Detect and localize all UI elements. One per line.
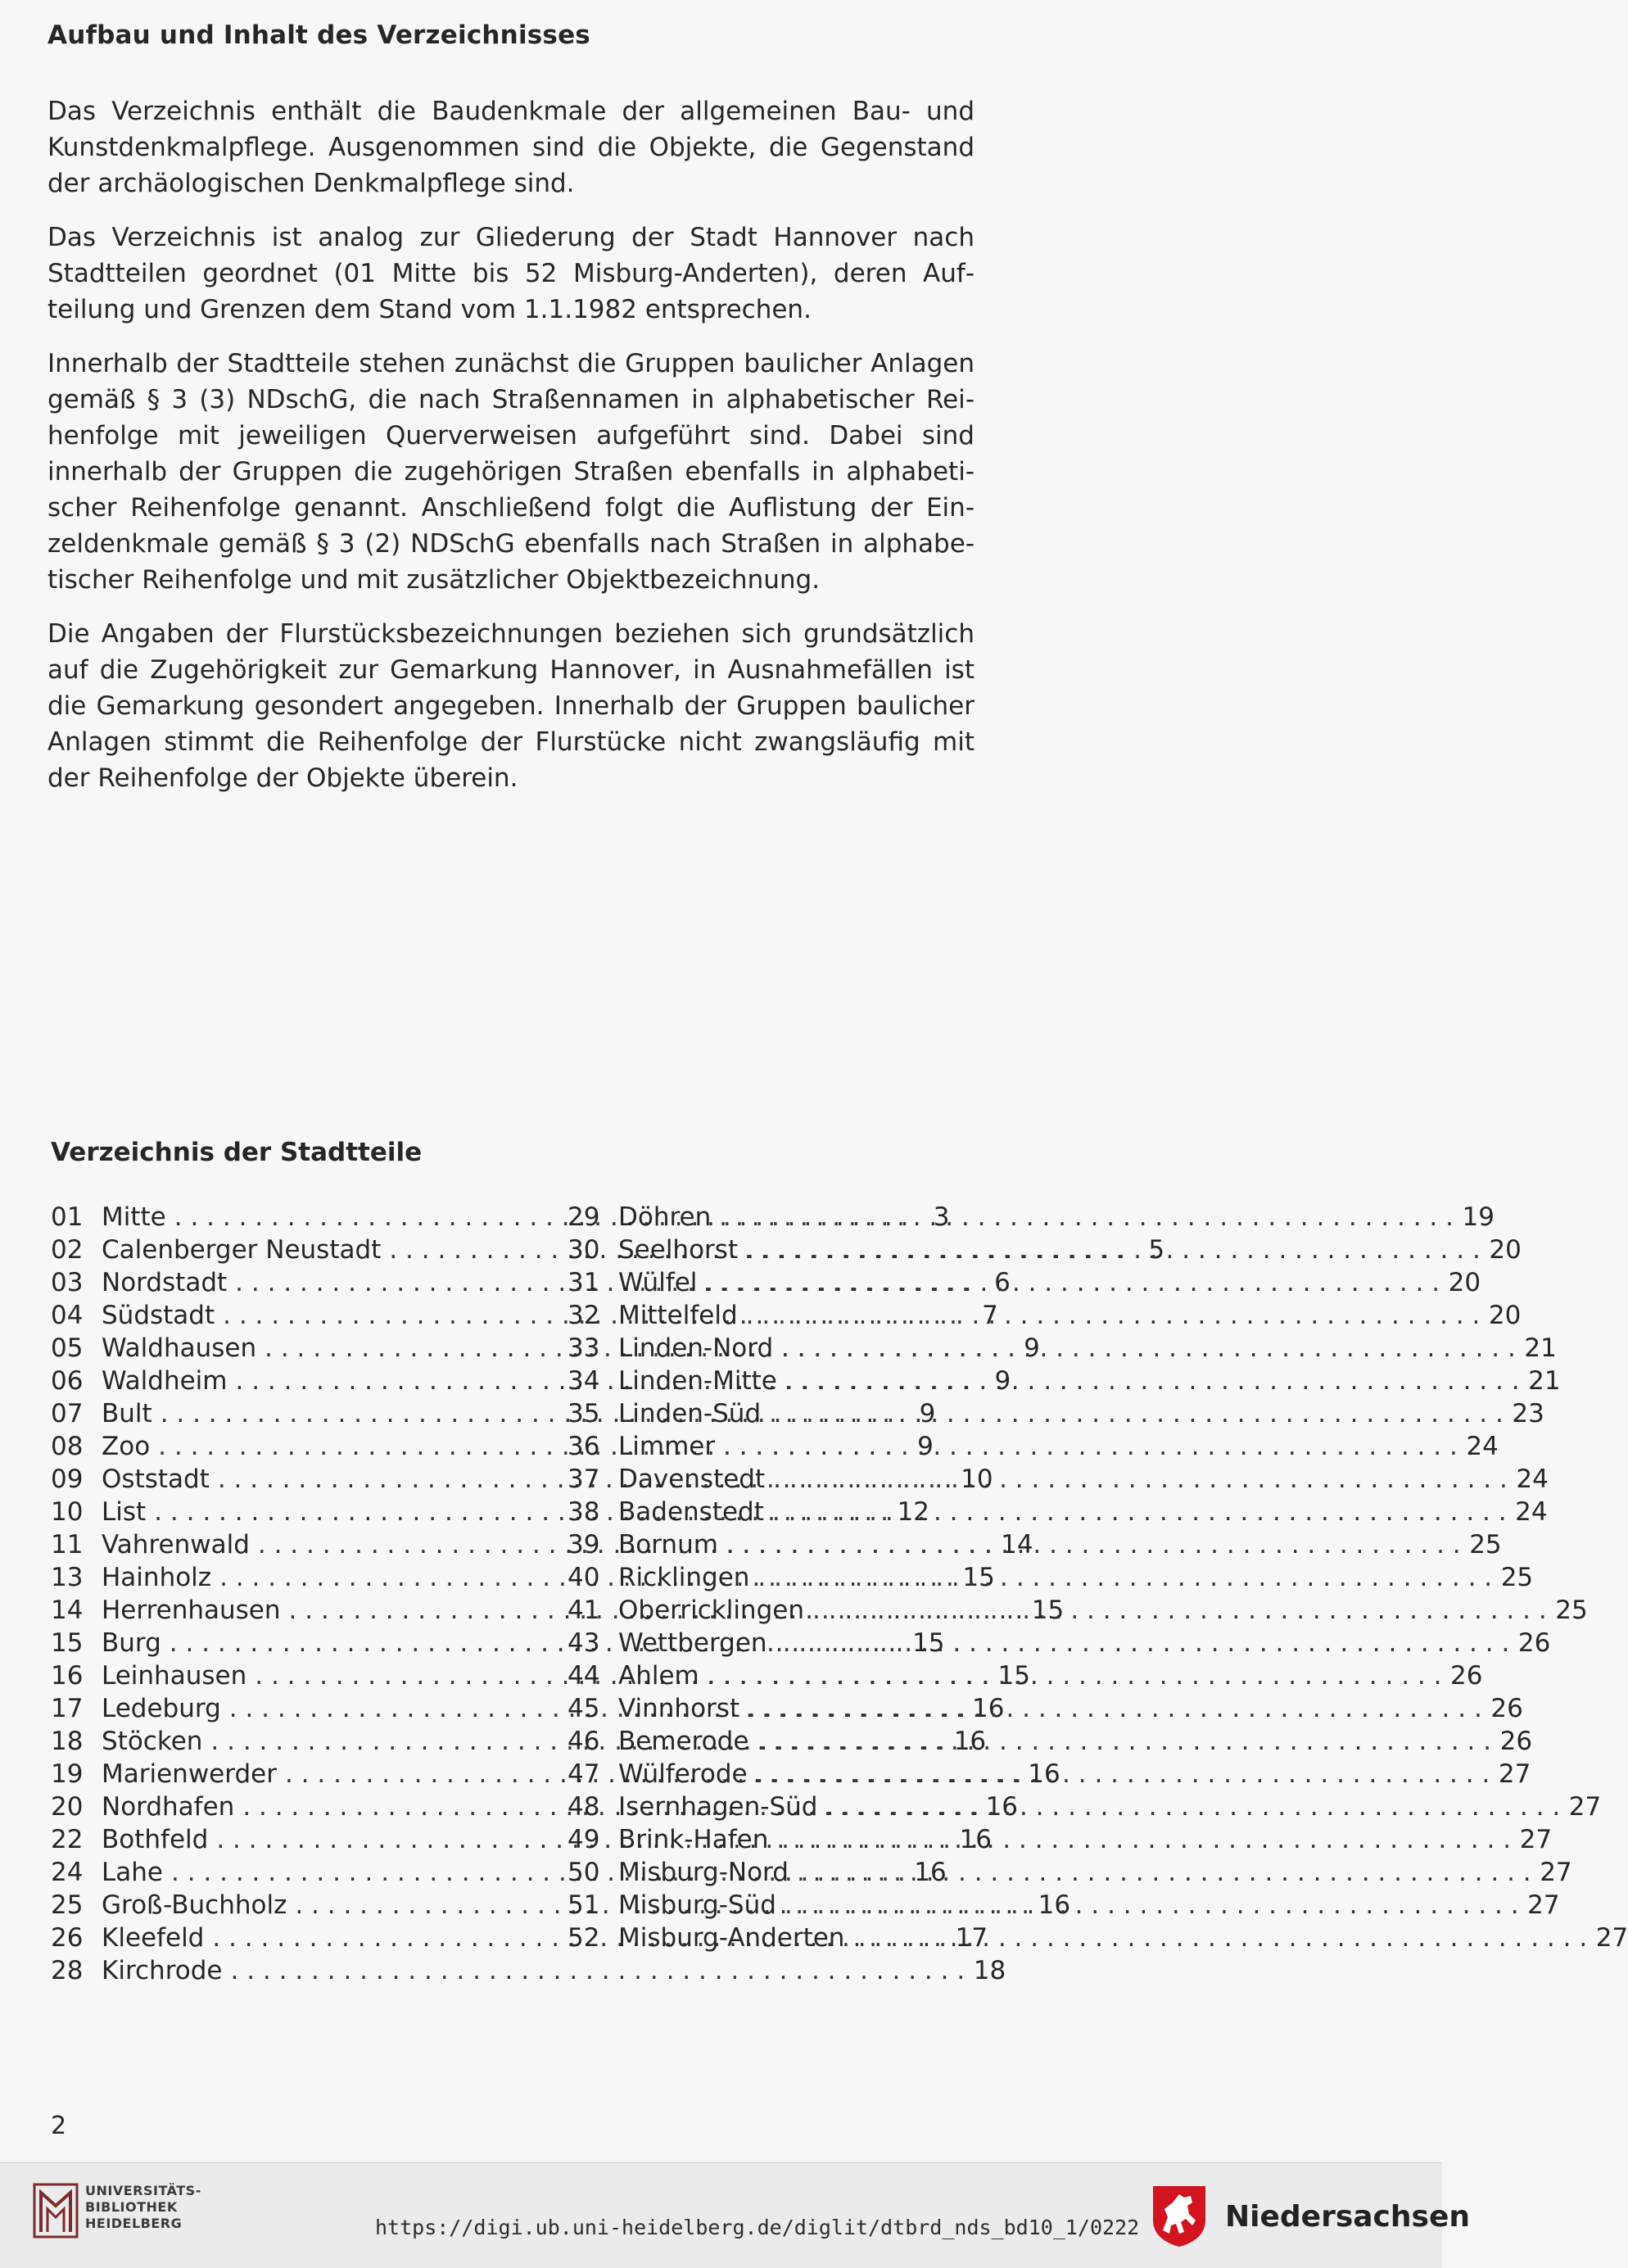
toc-entry-page: 27 xyxy=(1568,1792,1602,1822)
toc-entry-page: 15 xyxy=(997,1661,1030,1691)
toc-leader-dots xyxy=(746,1234,1481,1266)
toc-entry-number: 04 xyxy=(51,1301,84,1330)
library-name[interactable] xyxy=(85,2183,201,2232)
toc-entry-name: Herrenhausen xyxy=(102,1596,281,1625)
toc-entry-number: 26 xyxy=(51,1923,84,1953)
toc-entry-name: Mittelfeld xyxy=(618,1301,738,1330)
toc-entry-page: 10 xyxy=(961,1464,993,1494)
toc-entry-name: Zoo xyxy=(102,1432,151,1461)
toc-entry-number: 29 xyxy=(568,1202,600,1232)
toc-entry-page: 16 xyxy=(1038,1890,1071,1920)
toc-entry-page: 16 xyxy=(1028,1759,1060,1789)
toc-entry-page: 27 xyxy=(1527,1890,1560,1920)
toc-entry-page: 16 xyxy=(972,1694,1005,1723)
toc-entry-name: Döhren xyxy=(618,1202,712,1232)
toc-entry-number: 01 xyxy=(51,1202,84,1232)
toc-entry-number: 30 xyxy=(568,1235,600,1265)
toc-leader-dots xyxy=(776,1627,1510,1659)
toc-entry-name: Lahe xyxy=(102,1858,163,1887)
toc-entry-name: Misburg-Süd xyxy=(618,1890,776,1920)
toc-leader-dots xyxy=(230,1954,965,1987)
ub-heidelberg-logo-icon[interactable] xyxy=(33,2181,79,2240)
toc-entry-page: 9 xyxy=(1024,1333,1040,1363)
toc-entry-number: 40 xyxy=(568,1563,600,1592)
toc-entry-page: 26 xyxy=(1517,1628,1551,1658)
toc-leader-dots xyxy=(769,1397,1504,1430)
toc-leader-dots xyxy=(772,1496,1507,1528)
toc-entry-name: Leinhausen xyxy=(102,1661,247,1691)
toc-leader-dots xyxy=(705,1266,1440,1299)
intro-paragraph: Das Verzeichnis ist analog zur Gliederung der Stadt Hannover nach Stadtteilen geordnet (01 Mitte bis 52 Misburg-Anderten), deren Aufteilung und Grenzen dem Stand vom 1.1.1982 entsprechen. xyxy=(47,223,975,324)
toc-entry-number: 50 xyxy=(568,1858,600,1887)
toc-entry-page: 9 xyxy=(994,1366,1011,1396)
toc-leader-dots xyxy=(726,1528,1461,1561)
toc-entry xyxy=(568,1234,1522,1266)
toc-entry-page: 17 xyxy=(955,1923,988,1953)
toc-entry-name: Bothfeld xyxy=(102,1825,209,1854)
toc-entry-number: 51 xyxy=(568,1890,600,1920)
toc-entry-page: 24 xyxy=(1515,1497,1548,1527)
toc-entry-page: 20 xyxy=(1448,1268,1481,1297)
toc-entry-name: Seelhorst xyxy=(618,1235,739,1265)
toc-entry-name: Ledeburg xyxy=(102,1694,221,1723)
toc-entry xyxy=(568,1496,1548,1528)
toc-entry-page: 15 xyxy=(1031,1596,1065,1625)
library-name-line: HEIDELBERG xyxy=(85,2216,183,2231)
toc-entry-page: 23 xyxy=(1512,1399,1544,1428)
toc-entry xyxy=(568,1332,1557,1365)
library-name-line: BIBLIOTHEK xyxy=(85,2199,178,2215)
toc-entry-number: 18 xyxy=(51,1727,84,1756)
toc-entry-number: 35 xyxy=(568,1399,600,1428)
intro-paragraph: Innerhalb der Stadtteile stehen zunächst die Gruppen baulicher Anlagen gemäß § 3 (3) NDschG, die nach Straßennamen in alphabetischer Reihenfolge mit jeweiligen Querverweisen aufgeführt sind. Dabei sind innerhalb der Gruppen die zugehörigen Straßen ebenfalls in alphabetischer Reihenfolge genannt. Anschließend folgt die Auflistung der Einzeldenkmale gemäß § 3 (2) NDSchG ebenfalls nach Straßen in alphabetischer Reihenfolge und mit zusätzlicher Objektbezeichnung. xyxy=(47,349,975,595)
toc-entry-page: 16 xyxy=(914,1858,947,1887)
toc-entry-name: Südstadt xyxy=(102,1301,215,1330)
toc-entry-page: 20 xyxy=(1489,1235,1522,1265)
toc-title: Verzeichnis der Stadtteile xyxy=(51,1138,423,1167)
intro-section xyxy=(47,18,975,814)
toc-leader-dots xyxy=(773,1463,1508,1496)
toc-entry-name: Mitte xyxy=(102,1202,166,1232)
toc-entry-page: 21 xyxy=(1524,1333,1557,1363)
toc-entry-number: 28 xyxy=(51,1956,84,1985)
toc-entry-number: 07 xyxy=(51,1399,84,1428)
toc-entry-name: Ricklingen xyxy=(618,1563,750,1592)
toc-leader-dots xyxy=(852,1922,1587,1954)
toc-entry-name: Kirchrode xyxy=(102,1956,223,1985)
toc-entry-name: Nordstadt xyxy=(102,1268,228,1297)
toc-entry-number: 25 xyxy=(51,1890,84,1920)
toc-leader-dots xyxy=(756,1758,1490,1790)
toc-entry-number: 48 xyxy=(568,1792,600,1822)
toc-entry-name: Linden-Nord xyxy=(618,1333,774,1363)
toc-entry-number: 44 xyxy=(568,1661,600,1691)
toc-leader-dots xyxy=(757,1561,1492,1594)
toc-leader-dots xyxy=(723,1430,1458,1463)
toc-leader-dots xyxy=(781,1332,1516,1365)
toc-entry-number: 49 xyxy=(568,1825,600,1854)
toc-entry-number: 36 xyxy=(568,1432,600,1461)
toc-leader-dots xyxy=(812,1594,1547,1627)
toc-entry-page: 20 xyxy=(1488,1301,1522,1330)
toc-entry-name: Wülferode xyxy=(618,1759,748,1789)
toc-entry-number: 41 xyxy=(568,1596,600,1625)
intro-paragraph: Das Verzeichnis enthält die Baudenkmale der allgemeinen Bau- und Kunstdenkmalpflege. Ausgenommen sind die Objekte, die Gegenstand der archäologischen Denkmalpflege sind. xyxy=(47,97,975,198)
toc-leader-dots xyxy=(757,1725,1491,1758)
toc-entry-name: Misburg-Nord xyxy=(618,1858,789,1887)
niedersachsen-horse-icon xyxy=(1151,2184,1207,2248)
toc-entry-page: 27 xyxy=(1595,1923,1628,1953)
toc-entry-number: 17 xyxy=(51,1694,84,1723)
toc-entry-number: 16 xyxy=(51,1661,84,1691)
library-name-line: UNIVERSITÄTS- xyxy=(85,2183,201,2198)
toc-leader-dots xyxy=(825,1790,1560,1823)
toc-entry-name: Kleefeld xyxy=(102,1923,205,1953)
toc-entry-name: Bult xyxy=(102,1399,152,1428)
toc-entry-number: 39 xyxy=(568,1530,600,1560)
toc-entry-page: 14 xyxy=(1001,1530,1033,1560)
toc-entry-name: Calenberger Neustadt xyxy=(102,1235,382,1265)
toc-entry-number: 05 xyxy=(51,1333,84,1363)
toc-entry-name: Waldhausen xyxy=(102,1333,257,1363)
toc-entry-name: Wülfel xyxy=(618,1268,698,1297)
toc-entry-page: 27 xyxy=(1540,1858,1572,1887)
toc-entry-name: Wettbergen xyxy=(618,1628,767,1658)
toc-entry-name: Vinnhorst xyxy=(618,1694,740,1723)
toc-entry xyxy=(568,1299,1522,1332)
toc-entry-page: 25 xyxy=(1500,1563,1534,1592)
toc-entry-page: 9 xyxy=(919,1399,936,1428)
toc-entry-page: 3 xyxy=(933,1202,950,1232)
toc-entry-number: 19 xyxy=(51,1759,84,1789)
toc-leader-dots xyxy=(746,1299,1481,1332)
toc-entry xyxy=(568,1397,1544,1430)
source-url-link[interactable]: https://digi.ub.uni-heidelberg.de/diglit/dtbrd_nds_bd10_1/0222 xyxy=(375,2216,1140,2239)
toc-entry-number: 03 xyxy=(51,1268,84,1297)
toc-entry-number: 46 xyxy=(568,1727,600,1756)
toc-leader-dots xyxy=(785,1889,1519,1922)
toc-entry-page: 27 xyxy=(1519,1825,1553,1854)
toc-entry-page: 24 xyxy=(1466,1432,1499,1461)
toc-entry-name: Waldheim xyxy=(102,1366,228,1396)
toc-leader-dots xyxy=(748,1692,1482,1725)
toc-entry-number: 47 xyxy=(568,1759,600,1789)
toc-leader-dots xyxy=(719,1201,1454,1234)
toc-entry-name: Vahrenwald xyxy=(102,1530,250,1560)
toc-entry-number: 11 xyxy=(51,1530,84,1560)
toc-entry-page: 9 xyxy=(917,1432,934,1461)
toc-entry xyxy=(568,1856,1572,1889)
toc-entry-name: Isernhagen-Süd xyxy=(618,1792,818,1822)
toc-entry-page: 15 xyxy=(912,1628,945,1658)
toc-entry-number: 34 xyxy=(568,1366,600,1396)
toc-entry-name: Limmer xyxy=(618,1432,716,1461)
toc-entry-number: 14 xyxy=(51,1596,84,1625)
toc-entry xyxy=(51,1954,1006,1987)
toc-entry-name: Badenstedt xyxy=(618,1497,764,1527)
toc-entry-name: Oberricklingen xyxy=(618,1596,804,1625)
toc-entry-name: Burg xyxy=(102,1628,161,1658)
toc-entry-page: 16 xyxy=(953,1727,987,1756)
toc-entry-number: 09 xyxy=(51,1464,84,1494)
toc-entry-name: Stöcken xyxy=(102,1727,203,1756)
toc-entry-number: 33 xyxy=(568,1333,600,1363)
toc-entry-page: 26 xyxy=(1450,1661,1483,1691)
toc-entry-page: 15 xyxy=(962,1563,995,1592)
toc-entry-page: 19 xyxy=(1462,1202,1495,1232)
toc-leader-dots xyxy=(785,1365,1520,1397)
toc-entry-number: 52 xyxy=(568,1923,600,1953)
toc-entry xyxy=(568,1201,1495,1234)
toc-entry-page: 26 xyxy=(1490,1694,1523,1723)
toc-entry-name: Ahlem xyxy=(618,1661,699,1691)
page-number: 2 xyxy=(51,2112,67,2140)
toc-entry-page: 16 xyxy=(985,1792,1019,1822)
state-name: Niedersachsen xyxy=(1225,2200,1470,2234)
toc-entry-name: Oststadt xyxy=(102,1464,210,1494)
toc-entry-number: 20 xyxy=(51,1792,84,1822)
toc-entry-number: 31 xyxy=(568,1268,600,1297)
toc-entry xyxy=(568,1365,1561,1397)
toc-entry-name: Linden-Süd xyxy=(618,1399,762,1428)
toc-entry-number: 45 xyxy=(568,1694,600,1723)
toc-entry-name: List xyxy=(102,1497,147,1527)
toc-entry-page: 7 xyxy=(982,1301,998,1330)
toc-entry-name: Brink-Hafen xyxy=(618,1825,769,1854)
toc-entry-number: 15 xyxy=(51,1628,84,1658)
toc-entry-number: 06 xyxy=(51,1366,84,1396)
toc-entry-name: Groß-Buchholz xyxy=(102,1890,287,1920)
toc-entry-number: 08 xyxy=(51,1432,84,1461)
toc-entry-page: 16 xyxy=(959,1825,993,1854)
toc-entry-number: 38 xyxy=(568,1497,600,1527)
toc-entry-page: 21 xyxy=(1528,1366,1561,1396)
toc-entry-page: 25 xyxy=(1555,1596,1588,1625)
toc-entry-name: Linden-Mitte xyxy=(618,1366,777,1396)
toc-entry-page: 12 xyxy=(897,1497,929,1527)
toc-entry-number: 10 xyxy=(51,1497,84,1527)
toc-entry-name: Bemerode xyxy=(618,1727,749,1756)
toc-entry-name: Nordhafen xyxy=(102,1792,235,1822)
toc-leader-dots xyxy=(776,1823,1511,1856)
toc-leader-dots xyxy=(797,1856,1531,1889)
intro-paragraph: Die Angaben der Flurstücksbezeichnungen beziehen sich grundsätzlich auf die Zugehörigkeit zur Gemarkung Hannover, in Ausnahmefällen ist die Gemarkung gesondert angegeben. Innerhalb der Gruppen baulicher Anlagen stimmt die Reihenfolge der Flurstücke nicht zwangsläufig mit der Reihenfolge der Objekte überein. xyxy=(47,619,975,793)
toc-entry-name: Bornum xyxy=(618,1530,718,1560)
toc-entry-page: 26 xyxy=(1499,1727,1533,1756)
toc-entry-page: 18 xyxy=(973,1956,1006,1985)
toc-entry-name: Hainholz xyxy=(102,1563,212,1592)
toc-entry-number: 43 xyxy=(568,1628,600,1658)
toc-entry-number: 37 xyxy=(568,1464,600,1494)
toc-entry-page: 27 xyxy=(1498,1759,1531,1789)
toc-entry-number: 32 xyxy=(568,1301,600,1330)
toc-entry xyxy=(568,1266,1481,1299)
toc-entry-number: 13 xyxy=(51,1563,84,1592)
toc-entry xyxy=(568,1430,1499,1463)
intro-heading: Aufbau und Inhalt des Verzeichnisses xyxy=(47,20,590,50)
toc-entry-number: 22 xyxy=(51,1825,84,1854)
toc-entry-page: 6 xyxy=(994,1268,1011,1297)
toc-entry-page: 24 xyxy=(1516,1464,1549,1494)
toc-entry-page: 25 xyxy=(1469,1530,1502,1560)
toc-entry-page: 5 xyxy=(1148,1235,1165,1265)
toc-entry-name: Marienwerder xyxy=(102,1759,277,1789)
toc-entry-name: Davenstedt xyxy=(618,1464,766,1494)
toc-entry xyxy=(568,1627,1551,1659)
footer-bar xyxy=(0,2162,1470,2268)
toc-entry-number: 02 xyxy=(51,1235,84,1265)
toc-entry-name: Misburg-Anderten xyxy=(618,1923,845,1953)
toc-entry-number: 24 xyxy=(51,1858,84,1887)
toc-leader-dots xyxy=(708,1659,1442,1692)
